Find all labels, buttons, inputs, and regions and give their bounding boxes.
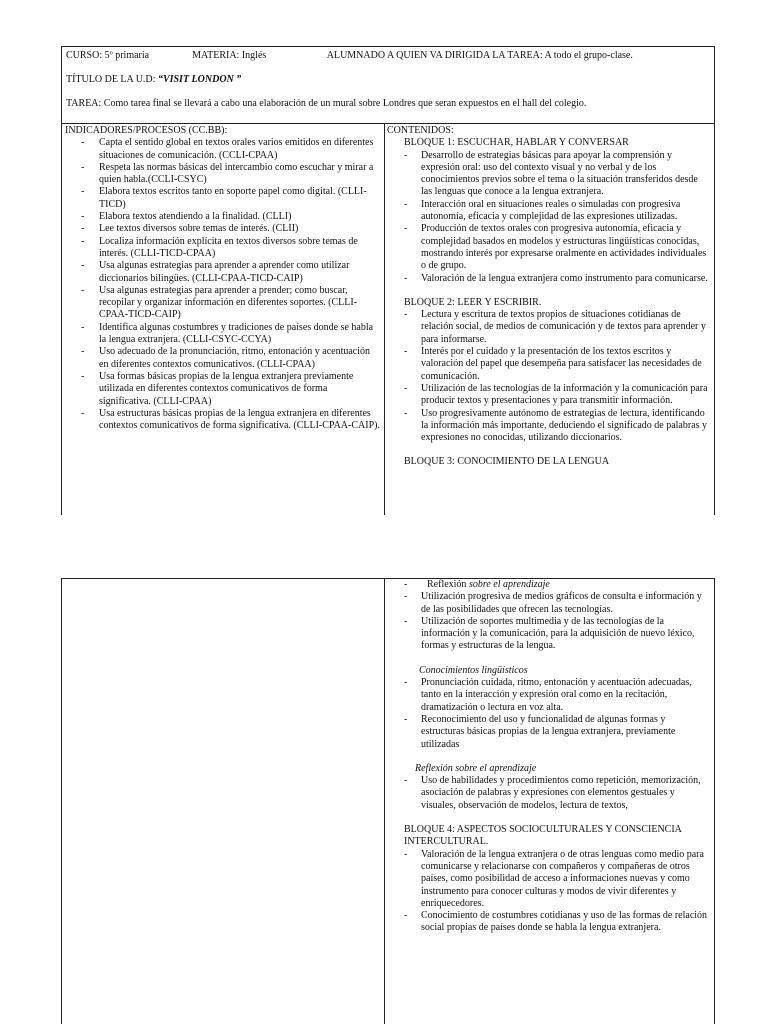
contents-title: CONTENIDOS:: [387, 125, 454, 136]
list-item: - Elabora textos atendiendo a la finalidad. (CLLI): [62, 211, 384, 223]
list-item: - Producción de textos orales con progresiva autonomía, eficacia y complejidad basados en modelos y estructuras lingüísticas conocidas, mostrando interés por expresarse oralmente en actividades individuales o de grupo.: [384, 223, 714, 272]
block1-list: [384, 150, 714, 285]
course-label: CURSO: 5º primaria: [66, 50, 150, 61]
block4-list: [384, 849, 714, 935]
list-item: - Localiza información explícita en textos diversos sobre temas de interés. (CLLI-TICD-CPAA): [62, 236, 384, 261]
indicators-cell-continued: [61, 578, 385, 1024]
task-description: TAREA: Como tarea final se llevará a cabo una elaboración de un mural sobre Londres que seran expuestos en el hall del colegio.: [66, 98, 587, 109]
block3-list-c: [384, 775, 714, 812]
list-item: - Valoración de la lengua extranjera o de otras lenguas como medio para comunicarse y relacionarse con compañeros y compañeras de otros países, como posibilidad de acceso a informaciones nuevas y como instrumento para conocer culturas y modos de vivir diferentes y enriquecedores.: [384, 849, 714, 910]
list-item: - Reflexión sobre el aprendizaje: [384, 579, 714, 591]
list-item: - Pronunciación cuidada, ritmo, entonación y acentuación adecuadas, tanto en la interacción y expresión oral como en la recitación, dramatización o lectura en voz alta.: [384, 677, 714, 714]
list-item: - Utilización de soportes multimedia y de las tecnologías de la información y la comunicación, para la adquisición de nuevo léxico, formas y estructuras de la lengua.: [384, 616, 714, 653]
list-item: - Usa algunas estrategias para aprender a aprender como utilizar diccionarios bilingües. (CLLI-CPAA-TICD-CAIP): [62, 260, 384, 285]
list-item: - Identifica algunas costumbres y tradiciones de países donde se habla la lengua extranjera. (CLLI-CSYC-CCYA): [62, 322, 384, 347]
list-item: - Valoración de la lengua extranjera como instrumento para comunicarse.: [384, 273, 714, 285]
block3-list-a: [384, 591, 714, 652]
linguistic-knowledge-title: Conocimientos lingüísticos: [419, 664, 528, 676]
list-item: - Interacción oral en situaciones reales o simuladas con progresiva autonomía, eficacia y complejidad de las expresiones utilizadas.: [384, 199, 714, 224]
contents-cell-continued: [384, 578, 715, 1024]
list-item: - Usa algunas estrategias para aprender a prender; como buscar, recopilar y organizar información en diferentes soportes. (CLLI-CPAA-TICD-CAIP): [62, 285, 384, 322]
list-item: - Respeta las normas básicas del intercambio como escuchar y mirar a quien habla.(CCLI-CSYC): [62, 162, 384, 187]
course-row: [66, 50, 633, 62]
indicators-list: [62, 137, 384, 432]
indicators-title: INDICADORES/PROCESOS (CC.BB):: [65, 125, 228, 136]
list-item: - Usa estructuras básicas propias de la lengua extranjera en diferentes contextos comunicativos de forma significativa. (CLLI-CPAA-CAIP).: [62, 408, 384, 433]
block3-reflection-list: [384, 579, 714, 591]
list-item: - Reconocimiento del uso y funcionalidad de algunas formas y estructuras básicas propias de la lengua extranjera, previamente utilizadas: [384, 714, 714, 751]
list-item: - Uso progresivamente autónomo de estrategias de lectura, identificando la información más importante, deduciendo el significado de palabras y expresiones no conocidas, utilizando diccionarios.: [384, 408, 714, 445]
list-item: - Uso adecuado de la pronunciación, ritmo, entonación y acentuación en diferentes contextos comunicativos. (CLLI-CPAA): [62, 346, 384, 371]
list-item: - Utilización de las tecnologías de la información y la comunicación para producir textos y presentaciones y para transmitir información.: [384, 383, 714, 408]
list-item: - Conocimiento de costumbres cotidianas y uso de las formas de relación social propias de países donde se habla la lengua extranjera.: [384, 910, 714, 935]
list-item: - Lectura y escritura de textos propios de situaciones cotidianas de relación social, de medios de comunicación y de textos para aprender y para informarse.: [384, 309, 714, 346]
block3-title: BLOQUE 3: CONOCIMIENTO DE LA LENGUA: [404, 456, 610, 468]
unit-title-row: [66, 74, 241, 86]
indicators-cell: [61, 123, 385, 515]
block3-list-b: [384, 677, 714, 751]
unit-title-label: TÍTULO DE LA U.D:: [66, 74, 158, 85]
block4-title: BLOQUE 4: ASPECTOS SOCIOCULTURALES Y CONSCIENCIA INTERCULTURAL.: [404, 824, 682, 848]
list-item: - Interés por el cuidado y la presentación de los textos escritos y valoración del papel que desempeña para satisfacer las necesidades de comunicación.: [384, 346, 714, 383]
block1-title: BLOQUE 1: ESCUCHAR, HABLAR Y CONVERSAR: [404, 137, 629, 149]
list-item: - Lee textos diversos sobre temas de interés. (CLII): [62, 223, 384, 235]
task-header: [61, 46, 715, 124]
list-item: - Utilización progresiva de medios gráficos de consulta e información y de las posibilidades que ofrecen las tecnologías.: [384, 591, 714, 616]
unit-title-value: “VISIT LONDON ”: [157, 74, 242, 85]
audience-label: ALUMNADO A QUIEN VA DIRIGIDA LA TAREA: A todo el grupo-clase.: [326, 50, 633, 61]
block2-title: BLOQUE 2: LEER Y ESCRIBIR.: [404, 296, 542, 308]
list-item: - Usa formas básicas propias de la lengua extranjera previamente utilizada en diferentes contextos comunicativos de forma significativa. (CLLI-CPAA): [62, 371, 384, 408]
list-item: - Uso de habilidades y procedimientos como repetición, memorización, asociación de palabras y expresiones con elementos gestuales y visuales, observación de modelos, lectura de textos,: [384, 775, 714, 812]
list-item: - Desarrollo de estrategias básicas para apoyar la comprensión y expresión oral: uso del contexto visual y no verbal y de los conocimientos previos sobre el tema o la situación transferidos desde las lenguas que conoce a la lengua extranjera.: [384, 150, 714, 199]
block2-list: [384, 309, 714, 444]
list-item: - Capta el sentido global en textos orales varios emitidos en diferentes situaciones de comunicación. (CCLI-CPAA): [62, 137, 384, 162]
learning-reflection-title: Reflexión sobre el aprendizaje: [415, 762, 537, 774]
list-item: - Elabora textos escritos tanto en soporte papel como digital. (CLLI-TICD): [62, 186, 384, 211]
contents-cell: [384, 123, 715, 515]
subject-label: MATERIA: Inglés: [192, 50, 267, 61]
